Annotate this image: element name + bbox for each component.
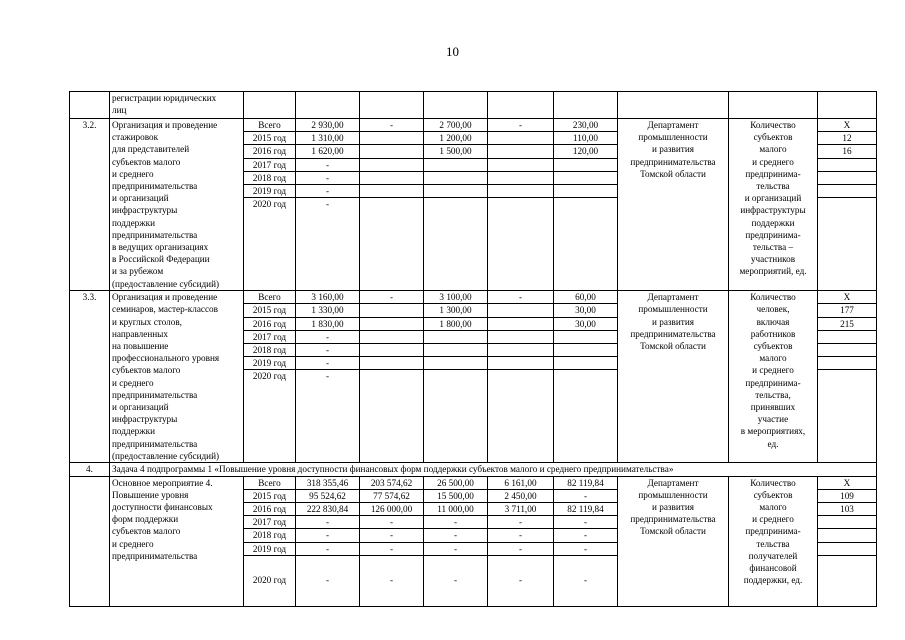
federal-cell: 203 574,62 — [360, 476, 424, 489]
program-table — [69, 91, 877, 607]
regional-cell: 3 100,00 — [424, 291, 488, 304]
federal-cell — [360, 132, 424, 145]
regional-cell — [424, 370, 488, 463]
total-cell: 1 620,00 — [296, 145, 360, 158]
row-number: 3.3. — [70, 291, 110, 463]
year-cell: 2017 год — [244, 330, 296, 343]
year-cell: 2019 год — [244, 542, 296, 555]
regional-cell — [424, 344, 488, 357]
year-cell: 2020 год — [244, 198, 296, 291]
federal-cell: 126 000,00 — [360, 503, 424, 516]
year-cell: Всего — [244, 291, 296, 304]
federal-cell: - — [360, 291, 424, 304]
indicator-value: X — [818, 119, 877, 132]
regional-cell: - — [424, 542, 488, 555]
total-cell: - — [296, 529, 360, 542]
indicator-value: 177 — [818, 304, 877, 317]
extrabudget-cell: 120,00 — [554, 145, 618, 158]
indicator-value: 12 — [818, 132, 877, 145]
indicator-value: 109 — [818, 489, 877, 502]
extrabudget-cell: - — [554, 489, 618, 502]
extrabudget-cell: 230,00 — [554, 119, 618, 132]
local-cell: - — [488, 542, 554, 555]
year-cell: 2016 год — [244, 145, 296, 158]
local-cell — [488, 370, 554, 463]
local-cell — [488, 304, 554, 317]
federal-cell: - — [360, 542, 424, 555]
federal-cell — [360, 145, 424, 158]
table-row — [70, 476, 877, 489]
indicator-value — [818, 542, 877, 555]
executor-cell: Департамент промышленности и развития предпринимательства Томской области — [618, 119, 729, 291]
page-number: 10 — [446, 44, 459, 59]
empty-cell — [424, 92, 488, 119]
total-cell: - — [296, 344, 360, 357]
federal-cell — [360, 171, 424, 184]
extrabudget-cell: 82 119,84 — [554, 503, 618, 516]
federal-cell — [360, 304, 424, 317]
federal-cell — [360, 330, 424, 343]
regional-cell — [424, 185, 488, 198]
federal-cell — [360, 185, 424, 198]
num-cell — [70, 92, 110, 119]
total-cell: 3 160,00 — [296, 291, 360, 304]
year-cell: 2015 год — [244, 489, 296, 502]
total-cell: - — [296, 516, 360, 529]
total-cell: 2 930,00 — [296, 119, 360, 132]
year-cell: 2017 год — [244, 158, 296, 171]
extrabudget-cell: 30,00 — [554, 304, 618, 317]
year-cell: 2015 год — [244, 132, 296, 145]
extrabudget-cell — [554, 198, 618, 291]
year-cell: Всего — [244, 476, 296, 489]
total-cell: - — [296, 370, 360, 463]
local-cell: 3 711,00 — [488, 503, 554, 516]
year-cell: 2019 год — [244, 185, 296, 198]
table-row — [70, 119, 877, 132]
year-cell: 2015 год — [244, 304, 296, 317]
extrabudget-cell: - — [554, 516, 618, 529]
regional-cell — [424, 330, 488, 343]
total-cell: 318 355,46 — [296, 476, 360, 489]
extrabudget-cell: 110,00 — [554, 132, 618, 145]
total-cell: 222 830,84 — [296, 503, 360, 516]
extrabudget-cell: - — [554, 555, 618, 606]
local-cell — [488, 198, 554, 291]
indicator-value — [818, 357, 877, 370]
extrabudget-cell: - — [554, 542, 618, 555]
empty-cell — [818, 92, 877, 119]
local-cell: - — [488, 529, 554, 542]
total-cell: - — [296, 330, 360, 343]
indicator-value: X — [818, 291, 877, 304]
indicator-value — [818, 516, 877, 529]
local-cell — [488, 317, 554, 330]
indicator-value — [818, 198, 877, 291]
year-cell: 2017 год — [244, 516, 296, 529]
total-cell: - — [296, 198, 360, 291]
federal-cell: - — [360, 119, 424, 132]
regional-cell: 11 000,00 — [424, 503, 488, 516]
local-cell: - — [488, 119, 554, 132]
empty-cell — [360, 92, 424, 119]
year-cell: 2018 год — [244, 171, 296, 184]
federal-cell — [360, 158, 424, 171]
local-cell — [488, 330, 554, 343]
total-cell: - — [296, 357, 360, 370]
indicator-value — [818, 370, 877, 463]
federal-cell: - — [360, 529, 424, 542]
regional-cell: - — [424, 529, 488, 542]
empty-cell — [488, 92, 554, 119]
extrabudget-cell — [554, 357, 618, 370]
local-cell — [488, 185, 554, 198]
indicator-value — [818, 185, 877, 198]
extrabudget-cell — [554, 185, 618, 198]
regional-cell: 1 200,00 — [424, 132, 488, 145]
total-cell: - — [296, 171, 360, 184]
federal-cell — [360, 357, 424, 370]
federal-cell — [360, 344, 424, 357]
indicator-name: Количество человек, включая работников субъектов малого и среднего предпринима- тельства, принявших участие в мероприятиях, ед. — [729, 291, 818, 463]
year-cell: Всего — [244, 119, 296, 132]
regional-cell: - — [424, 555, 488, 606]
regional-cell: 1 500,00 — [424, 145, 488, 158]
federal-cell: - — [360, 516, 424, 529]
extrabudget-cell — [554, 344, 618, 357]
extrabudget-cell — [554, 158, 618, 171]
year-cell: 2018 год — [244, 529, 296, 542]
total-cell: 95 524,62 — [296, 489, 360, 502]
local-cell — [488, 344, 554, 357]
regional-cell — [424, 357, 488, 370]
local-cell: - — [488, 555, 554, 606]
extrabudget-cell — [554, 330, 618, 343]
federal-cell — [360, 317, 424, 330]
empty-cell — [296, 92, 360, 119]
indicator-value — [818, 529, 877, 542]
local-cell — [488, 171, 554, 184]
regional-cell: - — [424, 516, 488, 529]
indicator-value: X — [818, 476, 877, 489]
regional-cell: 2 700,00 — [424, 119, 488, 132]
empty-cell — [729, 92, 818, 119]
federal-cell — [360, 370, 424, 463]
extrabudget-cell — [554, 370, 618, 463]
table-row-fragment — [70, 92, 877, 119]
task-row — [70, 463, 877, 476]
year-cell: 2020 год — [244, 555, 296, 606]
year-cell: 2018 год — [244, 344, 296, 357]
regional-cell — [424, 198, 488, 291]
indicator-value: 16 — [818, 145, 877, 158]
extrabudget-cell: 60,00 — [554, 291, 618, 304]
row-number — [70, 476, 110, 606]
year-cell: 2016 год — [244, 503, 296, 516]
table-row — [70, 291, 877, 304]
empty-cell — [554, 92, 618, 119]
regional-cell: 1 800,00 — [424, 317, 488, 330]
executor-cell: Департамент промышленности и развития предпринимательства Томской области — [618, 476, 729, 606]
year-cell: 2019 год — [244, 357, 296, 370]
total-cell: - — [296, 555, 360, 606]
indicator-value — [818, 344, 877, 357]
indicator-value: 215 — [818, 317, 877, 330]
indicator-value: 103 — [818, 503, 877, 516]
indicator-value — [818, 330, 877, 343]
total-cell: 1 330,00 — [296, 304, 360, 317]
executor-cell: Департамент промышленности и развития предпринимательства Томской области — [618, 291, 729, 463]
federal-cell: - — [360, 555, 424, 606]
empty-cell — [244, 92, 296, 119]
regional-cell: 15 500,00 — [424, 489, 488, 502]
local-cell — [488, 145, 554, 158]
measure-name: Основное мероприятие 4. Повышение уровня доступности финансовых форм поддержки субъектов малого и среднего предпринимательства — [110, 476, 244, 606]
indicator-name: Количество субъектов малого и среднего предпринима- тельства и организаций инфраструктуры поддержки предпринима- тельства – участников мероприятий, ед. — [729, 119, 818, 291]
local-cell: - — [488, 516, 554, 529]
indicator-value — [818, 158, 877, 171]
local-cell: 2 450,00 — [488, 489, 554, 502]
total-cell: 1 310,00 — [296, 132, 360, 145]
indicator-value — [818, 171, 877, 184]
federal-cell — [360, 198, 424, 291]
row-number: 4. — [70, 463, 110, 476]
extrabudget-cell: - — [554, 529, 618, 542]
row-number: 3.2. — [70, 119, 110, 291]
year-cell: 2020 год — [244, 370, 296, 463]
federal-cell: 77 574,62 — [360, 489, 424, 502]
indicator-value — [818, 555, 877, 606]
name-cell: регистрации юридических лиц — [110, 92, 244, 119]
local-cell: - — [488, 291, 554, 304]
measure-name: Организация и проведение стажировок для представителей субъектов малого и среднего предпринимательства и организаций инфраструктуры поддержки предпринимательства в ведущих организациях в Российской Федерации и за рубежом (предоставление субсидий) — [110, 119, 244, 291]
measure-name: Организация и проведение семинаров, мастер-классов и круглых столов, направленных на повышение профессионального уровня субъектов малого и среднего предпринимательства и организаций инфраструктуры поддержки предпринимательства (предоставление субсидий) — [110, 291, 244, 463]
regional-cell: 26 500,00 — [424, 476, 488, 489]
local-cell — [488, 132, 554, 145]
regional-cell: 1 300,00 — [424, 304, 488, 317]
task-title: Задача 4 подпрограммы 1 «Повышение уровня доступности финансовых форм поддержки субъектов малого и среднего предпринимательства» — [110, 463, 877, 476]
regional-cell — [424, 171, 488, 184]
extrabudget-cell: 30,00 — [554, 317, 618, 330]
local-cell — [488, 158, 554, 171]
year-cell: 2016 год — [244, 317, 296, 330]
indicator-name: Количество субъектов малого и среднего предпринима- тельства получателей финансовой поддержки, ед. — [729, 476, 818, 606]
extrabudget-cell: 82 119,84 — [554, 476, 618, 489]
total-cell: - — [296, 158, 360, 171]
total-cell: - — [296, 542, 360, 555]
empty-cell — [618, 92, 729, 119]
local-cell — [488, 357, 554, 370]
total-cell: 1 830,00 — [296, 317, 360, 330]
local-cell: 6 161,00 — [488, 476, 554, 489]
regional-cell — [424, 158, 488, 171]
extrabudget-cell — [554, 171, 618, 184]
total-cell: - — [296, 185, 360, 198]
